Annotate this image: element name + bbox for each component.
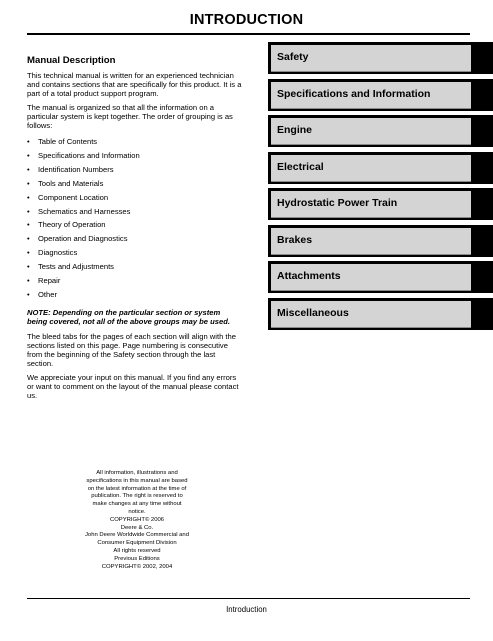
section-tab-label: Engine [277,124,313,136]
list-item [27,177,242,191]
list-item [27,149,242,163]
list-item-label: Table of Contents [38,137,98,146]
section-tab-label: Electrical [277,161,324,173]
list-item-label: Specifications and Information [38,150,140,160]
copyright-line: notice. [128,508,146,515]
intro-paragraph: This technical manual is written for an experienced technician and contains sections that are specifically for this product. It is a part of a total product support program. [27,71,242,98]
list-item [27,260,242,274]
list-item [27,232,242,246]
copyright-line: Consumer Equipment Division [97,540,177,547]
copyright-line: All rights reserved [113,547,161,554]
list-item [27,246,242,260]
list-item-label: Tests and Adjustments [38,262,114,272]
section-tab-miscellaneous[interactable] [268,298,493,330]
section-tab-specifications[interactable] [268,79,493,111]
copyright-notice [62,470,212,571]
bullet-icon: • [27,276,30,286]
feedback-paragraph: We appreciate your input on this manual. If you find any errors or want to comment on the layout of the manual please contact us. [27,372,239,400]
section-tab-engine[interactable] [268,115,493,147]
list-item [27,288,242,302]
list-item-label: Diagnostics [38,248,78,258]
section-tab-label: Brakes [277,234,313,246]
bullet-icon: • [27,234,30,244]
list-item [27,191,242,205]
list-item [27,274,242,288]
copyright-line: make changes at any time without [92,501,182,508]
bullet-icon: • [27,262,30,272]
section-tab-hydrostatic-power-train[interactable] [268,188,493,220]
title-divider [27,33,470,35]
copyright-line: All information, illustrations and [96,470,178,476]
grouping-list [27,135,242,302]
list-item [27,135,242,149]
copyright-line: COPYRIGHT© 2006 [109,516,165,523]
bullet-icon: • [27,206,30,216]
section-tab-label: Hydrostatic Power Train [277,197,398,209]
copyright-line: John Deere Worldwide Commercial and [84,532,189,539]
grouping-paragraph: The manual is organized so that all the information on a particular system is kept together. The order of grouping is as follows: [27,103,233,130]
section-tab-label: Attachments [277,270,341,282]
copyright-line: COPYRIGHT© 2002, 2004 [101,563,173,570]
bullet-icon: • [27,248,30,258]
copyright-line: Deere & Co. [120,524,154,531]
bullet-icon: • [27,220,30,230]
list-item-label: Theory of Operation [38,220,106,230]
section-heading: Manual Description [27,55,116,66]
list-item-label: Identification Numbers [38,164,114,174]
section-tab-brakes[interactable] [268,225,493,257]
section-tab-label: Specifications and Information [277,88,431,100]
bullet-icon: • [27,150,30,160]
bleed-tabs-paragraph: The bleed tabs for the pages of each section will align with the sections listed on this page. Page numbering is consecutive from the beginning of the Safety section through the last section. [27,331,236,368]
section-tab-electrical[interactable] [268,152,493,184]
section-tab-label: Miscellaneous [277,307,349,319]
copyright-line: on the latest information at the time of [87,485,187,492]
list-item [27,218,242,232]
section-tab-attachments[interactable] [268,261,493,293]
section-tab-safety[interactable] [268,42,493,74]
list-item-label: Other [38,289,57,299]
copyright-line: Previous Editions [114,555,160,562]
bullet-icon: • [27,178,30,188]
bullet-icon: • [27,289,30,299]
footer-section-name: Introduction [226,605,267,614]
list-item-label: Repair [38,276,61,286]
list-item-label: Schematics and Harnesses [38,206,131,216]
copyright-line: publication. The right is reserved to [91,493,183,500]
note-text: NOTE: Depending on the particular section or system being covered, not all of the above groups may be used. [27,307,230,326]
list-item [27,205,242,219]
list-item-label: Tools and Materials [38,178,104,188]
footer-divider [27,598,470,599]
bullet-icon: • [27,192,30,202]
list-item-label: Component Location [38,192,109,202]
list-item [27,163,242,177]
section-tab-label: Safety [277,51,309,63]
bullet-icon: • [27,164,30,174]
bullet-icon: • [27,137,30,146]
manual-description-section [27,56,242,405]
copyright-line: specifications in this manual are based [86,477,188,484]
page-title: INTRODUCTION [189,12,304,28]
list-item-label: Operation and Diagnostics [38,234,128,244]
